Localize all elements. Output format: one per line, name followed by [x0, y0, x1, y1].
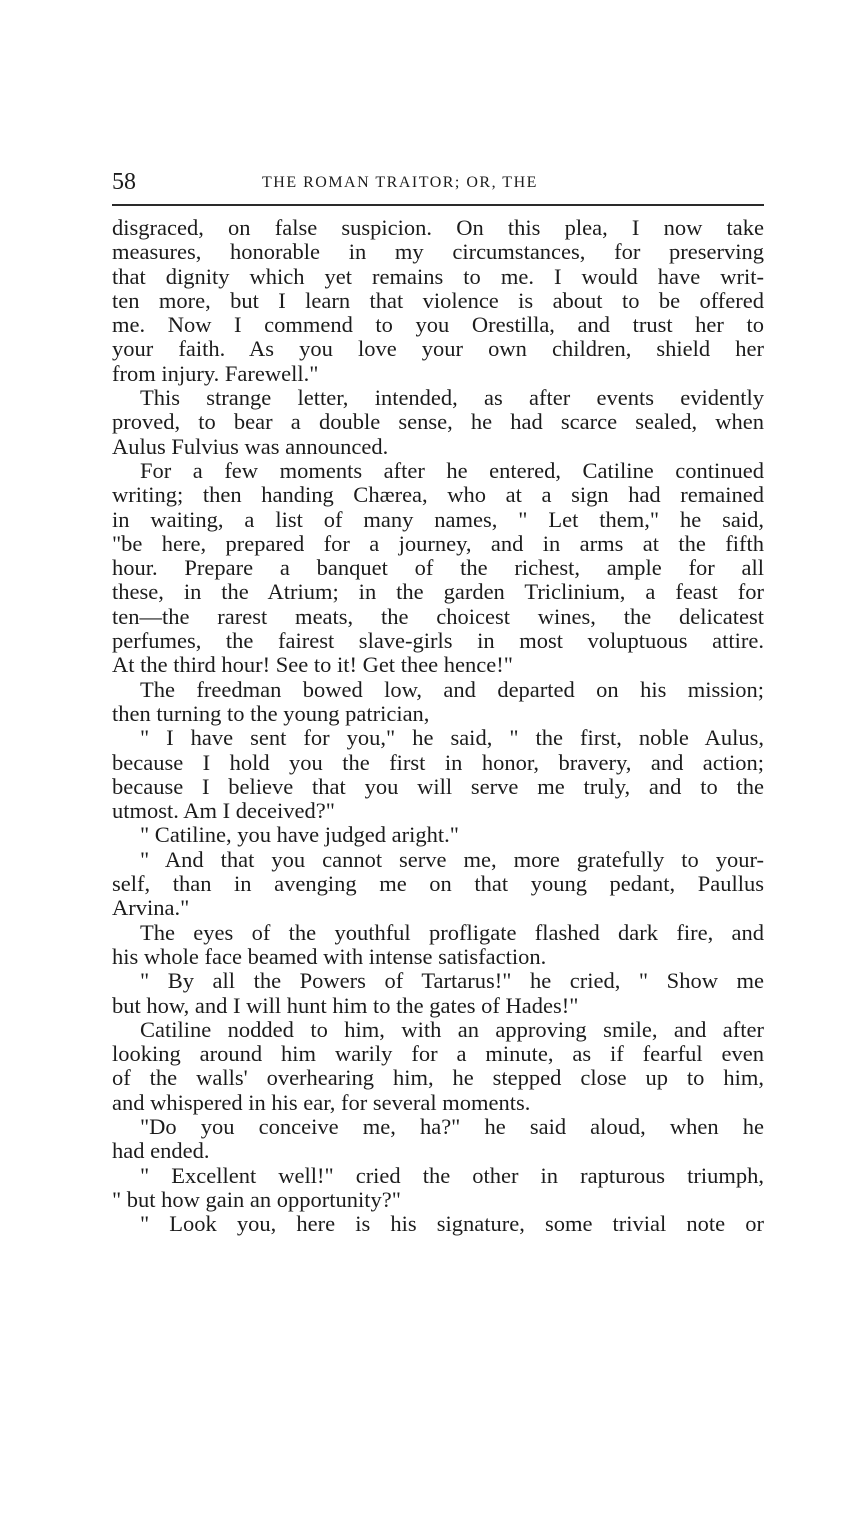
- header-rule: [112, 204, 764, 206]
- text-line: me. Now I commend to you Orestilla, and trust her to: [112, 312, 764, 338]
- text-line: Aulus Fulvius was announced.: [112, 433, 389, 459]
- text-line: The freedman bowed low, and departed on his mission;: [140, 676, 764, 702]
- text-line: looking around him warily for a minute, as if fearful even: [112, 1041, 764, 1067]
- text-line: " Excellent well!" cried the other in rapturous triumph,: [140, 1162, 764, 1188]
- text-line: that dignity which yet remains to me. I would have writ-: [112, 263, 764, 289]
- text-line: " Look you, here is his signature, some trivial note or: [140, 1211, 764, 1237]
- text-line: For a few moments after he entered, Catiline continued: [140, 457, 764, 483]
- text-line: " I have sent for you," he said, " the first, noble Aulus,: [140, 725, 764, 751]
- text-line: "Do you conceive me, ha?" he said aloud, when he: [140, 1113, 764, 1139]
- text-line: from injury. Farewell.": [112, 360, 319, 386]
- text-line: utmost. Am I deceived?": [112, 798, 335, 824]
- text-line: " but how gain an opportunity?": [112, 1186, 401, 1212]
- text-line: these, in the Atrium; in the garden Triclinium, a feast for: [112, 579, 764, 605]
- text-line: writing; then handing Chærea, who at a sign had remained: [112, 482, 764, 508]
- text-line: " Catiline, you have judged aright.": [140, 822, 459, 848]
- text-line: but how, and I will hunt him to the gates of Hades!": [112, 992, 579, 1018]
- text-line: in waiting, a list of many names, " Let them," he said,: [112, 506, 764, 532]
- page-number: 58: [112, 169, 136, 195]
- text-line: measures, honorable in my circumstances, for preserving: [112, 239, 764, 265]
- text-line: had ended.: [112, 1138, 210, 1164]
- text-line: then turning to the young patrician,: [112, 700, 430, 726]
- text-line: The eyes of the youthful profligate flashed dark fire, and: [140, 919, 764, 945]
- text-line: his whole face beamed with intense satisfaction.: [112, 943, 547, 969]
- text-line: hour. Prepare a banquet of the richest, ample for all: [112, 555, 764, 581]
- running-title: THE ROMAN TRAITOR; OR, THE: [262, 174, 538, 191]
- text-line: disgraced, on false suspicion. On this plea, I now take: [112, 215, 764, 240]
- text-line: your faith. As you love your own children, shield her: [112, 336, 764, 362]
- text-line: of the walls' overhearing him, he stepped close up to him,: [112, 1065, 764, 1091]
- text-line: This strange letter, intended, as after events evidently: [140, 385, 764, 411]
- text-line: proved, to bear a double sense, he had scarce sealed, when: [112, 409, 764, 435]
- running-head: [112, 168, 764, 200]
- text-line: because I believe that you will serve me truly, and to the: [112, 773, 764, 799]
- text-line: " And that you cannot serve me, more gratefully to your-: [140, 846, 764, 872]
- text-line: "be here, prepared for a journey, and in arms at the fifth: [112, 530, 764, 556]
- text-line: ten more, but I learn that violence is about to be offered: [112, 287, 764, 313]
- text-line: perfumes, the fairest slave-girls in most voluptuous attire.: [112, 628, 764, 654]
- text-line: self, than in avenging me on that young pedant, Paullus: [112, 871, 764, 897]
- text-line: Catiline nodded to him, with an approving smile, and after: [140, 1016, 764, 1042]
- text-line: because I hold you the first in honor, bravery, and action;: [112, 749, 764, 775]
- text-line: At the third hour! See to it! Get thee hence!": [112, 652, 513, 678]
- text-line: " By all the Powers of Tartarus!" he cried, " Show me: [140, 968, 764, 994]
- text-line: Arvina.": [112, 895, 190, 921]
- body-text: [112, 216, 764, 1236]
- text-line: and whispered in his ear, for several moments.: [112, 1089, 531, 1115]
- text-line: ten—the rarest meats, the choicest wines, the delicatest: [112, 603, 764, 629]
